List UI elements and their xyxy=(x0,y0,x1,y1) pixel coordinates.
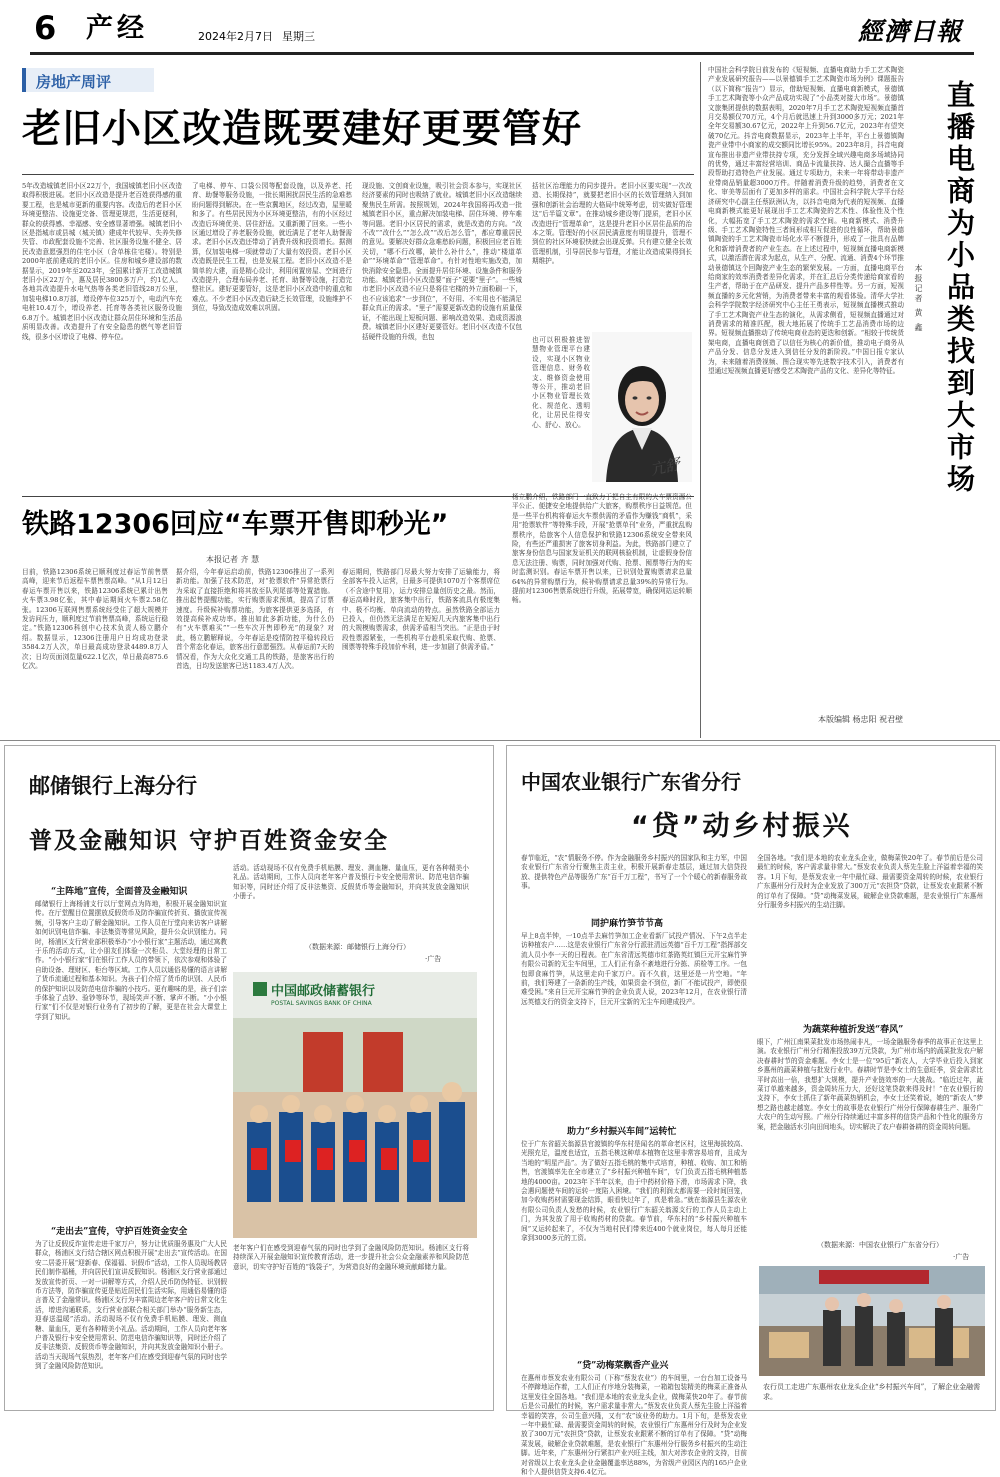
realestate-col-1: 5年改造城镇老旧小区22万个，我国城镇老旧小区改造取得积极进展。老旧小区改造是提升老百姓获得感的重要工程，也是城市更新的重要内容。改造后的老旧小区环境更整洁、设施更完备、管理更规范，生活更便利，群众的获得感、幸福感、安全感显著增强。城镇老旧小区是指城市或县城（城关镇）建成年代较早、失养失修失管、市政配套设施不完善、社区服务设施不健全、居民改造意愿强烈的住宅小区（含单栋住宅楼）。特别是2000年底前建成的老旧小区。住房和城乡建设部的数据显示，2019年至2023年，全国累计新开工改造城镇老旧小区22万个，惠及居民3800多万户，约1亿人。各地共改造提升水电气热等各类老旧管线28万公里，加装电梯10.8万部，增设停车位325万个，电动汽车充电桩10.4万个，增设养老、托育等各类社区服务设施6.8万个。城镇老旧小区改造让群众居住环境和生活品质明显改善。改造提升了有安全隐患的燃气等老旧管线，很多小区增设了电梯、停车位。 xyxy=(22,182,182,341)
abc-headline: “贷”动乡村振兴 xyxy=(631,811,853,842)
author-signature: 亢舒 xyxy=(648,455,682,479)
abc-factory-photo xyxy=(759,1266,985,1376)
livestream-headline: 直播电商为小品类找到大市场 xyxy=(943,80,976,496)
railway-col-4: 杨立鹏介绍，铁路部门一直致力于把自主有限的火车票资源公平公正、便捷安全地提供给广大旅客，购票秩序日益规范。但是一些平台机构将春运火车票供需的矛盾作为赚钱“商机”，采用“抢票软件”等特殊手段，开展“抢票单刊”业务，严重扰乱购票秩序，给旅客个人信息保护和铁路12306系统安全带来风险，有些还严重损害了旅客切身利益。为此，铁路部门建立了旅客身份信息与国家发证机关的联网核验机制，让虚假身份信息无法注册、购票，同时加强对代购、抢票、囤票等行为的实时监测识别。春运车票开售以来，已识别处置购票请求总量64%的异常购票行为，候补购票请求总量39%的异常行为。提前对12306售票系统进行升级，拓展带宽，确保网站运转顺畅。 xyxy=(512,493,692,605)
abc-ad-frame xyxy=(506,745,996,1477)
realestate-col-4b: 也可以积极推进智慧物业管理平台建设，实现小区物业管理信息、财务收支、维修资金使用等公开，推动老旧小区物业管理长效化、规范化、透明化，让居民住得安心、舒心、放心。 xyxy=(532,336,590,429)
abc-body-2: 位于广东省韶关翁源县官渡镇的华东村是闻名的革命老区村，这里海拔较高、光照充足，温度也适宜，五指毛桃这种草本植物在这里非常容易培育，且成为当地的“明星产品”。为了做好五指毛桃的集中式培育，种植、收购、加工和销售，官渡镇率先在全市建立了“乡村振兴种植车间”，专门负责五指毛桃种植基地的4000亩。2023年下半年以来，由于中药材价格下滑，市场需求下降，我会遇问题使车间的运转一度陷入困境。“我们的利润太都需要一段时间回笼，加今收购药材需要现金结算，眼看快过年了，真是着急。”就在翁源县生源农业有限公司负责人发愁的时候，农业银行广东韶关翁源支行的工作人员主动上门，为其发放了用于收购药材的贷款。春节前，华东村的“乡村振兴种植车间”又运转起来了，不仅为当地村民们带来近400个就业岗位，每人每月还能拿到3000多元的工资。 xyxy=(521,1140,747,1243)
psbc-body-2-cont: 活动。活动现场不仅有免费手机贴膜、理发、测血糖、量血压，更有各种精美小礼品。活动期间，工作人员向老年客户普及银行卡安全使用常识、防范电信诈骗知识等，同时还介绍了反非法集资、反假货币等金融知识，并向其发放金融知识小册子。 xyxy=(233,864,469,901)
livestream-byline: 本报记者 黄 鑫 xyxy=(914,264,923,334)
psbc-source: （数据来源：邮储银行上海分行） xyxy=(305,943,410,951)
realestate-rule xyxy=(22,174,694,175)
railway-headline: 铁路12306回应“车票开售即秒光” xyxy=(22,509,449,540)
railway-col-2: 据介绍，今年春运启动前，铁路12306推出了一系列新功能。加强了技术防范，对“抢票软件”异常抢票行为采取了直接拒绝和将其放至队列尾部等处置措施。推出起售提醒功能，实行购票需求预填，提高了订票速度。升级候补购票功能，为旅客提供更多选择，有效提高候补成功率。推出如此多新功能，为什么仍有“火车票难买”“一些车次开售即秒光”的现象？对此，杨立鹏解释说，今年春运是疫情防控平稳转段后首个常态化春运，旅客出行意愿强烈。从春运前7天的情况看，作为大众化交通工具的铁路，是旅客出行的首选，日均发送旅客已达1183.4万人次。 xyxy=(176,568,334,671)
livestream-body: 中国社会科学院日前发布的《短视频、直播电商助力手工艺术陶瓷产业发展研究报告——以景德镇手工艺术陶瓷市场为例》课题报告（以下简称“报告”）显示，借助短视频、直播电商新模式，景德镇手工艺术陶瓷等小众产品成功实现了“小品类对接大市场”。景德镇文旅集团提供的数据表明，2020年7月手工艺术陶瓷短视频直播首月交易额仅70万元，4个月后就迅速上升到3000多万元；2021年全年交易额30.67亿元，2022年上升到56.7亿元，2023年有望突破70亿元。抖音电商数据显示，2023年上半年，平台上景德镇陶瓷产业带中小商家的成交额同比增长95%。2023年8月，抖音电商宣布推出非遗产业带扶持专项，充分发挥全域兴趣电商多场域协同的优势，通过丰富经营培训、商品卡流量扶持、达人撮合直播等手段帮助打造特色产业发展。通过专项助力，未来一年将带动非遗产业带商品销量超3000万件。伴随着消费升级的趋势，消费者在文化、审美等层面有了更加多样的需求。中国社会科学院大学平台经济研究中心副主任蔡跃洲认为，以抖音电商为代表的短视频、直播电商新模式能更好展现出手工艺术陶瓷的艺术性、体验性及个性化，大幅拓宽了手工艺术陶瓷的需求空间。电商新模式、消费升级、手工艺术陶瓷特性三者间形成相互促进的良性循环，帮助景德镇陶瓷的手工艺术陶瓷市场化水平不断提升，形成了一批具有品牌化和新增消费者的产业生态。在上述过程中，短视频直播电商新模式，以激活潜在需求为起点，从生产、分配、流通、消费4个环节推动景德镇这个回陶瓷产业生态的繁荣发展。一方面，直播电商平台给商家的效率消费者差异化需求，并在汇总后分类传递给商家看的生产者，帮助于在产品研发、提升产品多样性等。另一方面，短视频直播的多元化营销，为消费者带来丰富的观看体验。清华大学社会科学学院数字经济研究中心主任王勇表示，短视频直播模式推动了手工艺术陶瓷产业生态的演化，从需求侧看，短视频直播通过对消费需求的精准匹配，极大地拓展了传统手工艺品消费市场的边界。短视频直播推动了传统电商业态的更迭和创新。“相较于传统货架电商，直播电商创造了以信任为核心的新价值，推动电子商务从产品分发、信息分发进入到信任分发的新阶段。”中国日报专家认为，未来随着消费视频、图合现实等先进数字技术引入，消费者有望通过短视频直播更好感受艺术陶瓷产品的文化、差异化等特征。 xyxy=(708,66,904,375)
masthead-rule xyxy=(30,52,974,55)
page-header xyxy=(0,0,1000,56)
psbc-kicker: 邮储银行上海分行 xyxy=(29,774,197,798)
railway-col-1: 目前，铁路12306系统已顺利度过春运节前售票高峰，迎来节后返程车票售票高峰。“从1月12日春运车票开售以来，铁路12306系统已累计出售火车票3.98亿张，其中春运期间火车票2.58亿张。12306互联网售票系统经受住了超大规模并发访问压力，顺利度过节前售票高峰，系统运行稳定。”铁路12306科创中心技术负责人杨立鹏介绍。数据显示，12306注册用户日均成功登录3584.2万人次，单日最高成功登录4489.8万人次；日均页面浏览量622.1亿次，单日最高875.6亿次。 xyxy=(22,568,168,671)
realestate-column-tag xyxy=(22,68,154,92)
psbc-ad-mark: ·广告 xyxy=(425,955,442,963)
psbc-body-3: 老年客户们在感受到迎春气氛的同时也学到了金融风险防范知识。杨浦区支行将持续深入开展金融知识宣传教育活动，进一步提升社会公众金融素养和风险防范意识，切实守护好百姓的“钱袋子”，为营造良好的金融环境贡献邮储力量。 xyxy=(233,1244,469,1271)
paper-logo: 經濟日報 xyxy=(858,17,963,46)
issue-weekday: 星期三 xyxy=(282,30,315,43)
issue-date: 2024年2月7日 xyxy=(198,30,273,43)
psbc-body-1: 邮储银行上海杨浦支行以厅堂网点为阵地，积极开展金融知识宣传。在厅堂醒目位置摆放反假货币及防诈骗宣传折页、播放宣传视频，引导客户主动了解金融知识。工作人员在厅堂向来访客户讲解如何识别电信诈骗、非法集资等常见风险，提升公众识别能力。同时，杨浦区支行营业部积极举办“小小银行家”主题活动，通过寓教于乐的活动方式，让小朋友们体验一次柜员、大堂经理的日常工作。“小小银行家”们在银行工作人员的带领下，依次参观和体验了自助设备、理财区、柜台等区域。工作人员以通俗易懂的语言讲解了货币流通过程和基本知识。为孩子们介绍了货币的识别、人民币的保护知识以及防范电信诈骗的小技巧。更有趣味的是，孩子们亲手体验了点钞、验钞等环节，现场笑声不断、掌声不断。“小小银行家”们不仅是对银行业务有了初步的了解，更是在社会大课堂上学到了知识。 xyxy=(35,900,227,1021)
railway-byline: 本报记者 齐 慧 xyxy=(206,555,260,564)
realestate-column-label: 房地产周评 xyxy=(36,73,112,91)
abc-subhead-4: 为蔬菜种植折发送“春风” xyxy=(803,1025,904,1035)
abc-body-1: 早上8点半钟，一10点半去麻竹笋加工企业看新厂试投产情况、下午2点半走访种植农户……这是农业银行广东省分行派驻清远英德“百千万工程”指挥部交流人员小李一天的日程表。在广东省清远英德市红茶路英红镇巨元开宝麻竹笋有限公司新的无尘车间里，工人们正有条不紊地进行分拣、质检等工序。一包包即食麻竹笋，从这里走向千家万户。而不久前，这里还是一片空地。“年前，我们筹建了一条新的生产线，如果资金不到位，新厂不能试投产，即使很难受困。”来自巨元开宝麻竹笋的企业负责人说，2023年12月，在农业银行清远英德支行的资金支持下，巨元开宝新的无尘车间建成投产。 xyxy=(521,932,747,1006)
abc-photo-caption: 农行员工走进广东惠州农业龙头企业“乡村振兴车间”，了解企业金融需求。 xyxy=(763,1383,981,1401)
psbc-subhead-1: “主阵地”宣传，全面普及金融知识 xyxy=(51,887,188,897)
mid-page-rule xyxy=(0,740,1000,741)
abc-subhead-3: “贷”动梅菜飘香产业兴 xyxy=(577,1361,669,1371)
realestate-headline: 老旧小区改造既要建好更要管好 xyxy=(22,107,583,152)
psbc-body-2: 为了让反假反诈宣传走进千家万户，努力让优质服务惠及广大人民群众，杨浦区支行结合辖区网点积极开展“走出去”宣传活动。在国安二居委开展“迎新春、保福福、识假币”活动，工作人员现场教居民们制作福桶，并向居民们宣讲反假知识。杨浦区支行营业部通过发放宣传折页、一对一讲解等方式，介绍人民币防伪特征、识别假币方法等，防诈骗宣传更是贴近居民们生活实际，用通俗易懂的语言普及了金融常识。杨浦区支行为丰富周边老年客户的日常文化生活，增进沟通联系，支行营业部联合相关部门举办“服务新生态，迎春送温暖”活动。活动现场不仅有免费手机贴膜、理发、测血糖、量血压，更有各种精美小礼品。活动期间，工作人员向老年客户普及银行卡安全使用常识、防范电信诈骗知识等，同时还介绍了反非法集资、反假货币等金融知识，并向其发放金融知识小册子。活动当天现场气氛热烈，老年客户们在感受到迎春气氛的同时也学到了金融风险防范知识。 xyxy=(35,1240,227,1371)
psbc-sign-text-en: POSTAL SAVINGS BANK OF CHINA xyxy=(271,1000,372,1007)
right-column-divider xyxy=(700,62,701,738)
psbc-subhead-2: “走出去”宣传，守护百姓资金安全 xyxy=(51,1227,188,1237)
abc-intro: 春节临近，“农”情服务不停。作为金融服务乡村振兴的国家队和主力军，中国农业银行广东省分行聚焦主责主业，积极开展新春走基层，通过加大信贷投放、提供特色产品等服务广东“百千万工程”，书写了一个个暖心的新春服务故事。 xyxy=(521,854,747,891)
abc-subhead-2: 助力“乡村振兴车间”运转忙 xyxy=(567,1127,677,1137)
abc-body-3-cont: 全国各地。“我们是本地的农业龙头企业，做梅菜快20年了。春节前后是公司最忙的时候，客户需求量非常大。”蔡发农业负责人蔡先生脸上洋溢着幸福的笑容。1月下旬，是蔡发农业一年中最忙碌、最需要资金周转的时候，农业银行广东惠州分行及时为企业发放了300万元“农担贷”贷款，让蔡发农业跟紧不断的订单有了保障。“贷”动梅菜发展，破解企业贷款难题，是农业银行广东惠州分行服务乡村振兴的生动注脚。 xyxy=(757,854,983,910)
realestate-col-2: 了电梯、停车、口袋公园等配套设施，以及养老、托育、助餐等服务设施，一批长期困扰居民生活的急难愁盼问题得到解决。在一些京冀地区，经过改造，屋里暖和多了。有些居民因为小区环境更整洁，有的小区经过改造后环境优美、居住舒适。又重新搬了回来。一些小区通过增设了养老服务设施，就近满足了老年人助餐需求。老旧小区改造还带动了消费升级和投资增长。据测算，仅加装电梯一项就带动了大量有效投资。老旧小区改造既是民生工程，也是发展工程。老旧小区改造不是简单的大建，而是精心设计，利用闲置房屋、空间进行改造提升，合理布局养老、托育、助餐等设施，打造完整社区。建好更要管好，这是老旧小区改造中的重点和难点。不少老旧小区改造后缺乏长效管理，设施维护不到位，导致改造成效难以巩固。 xyxy=(192,182,352,313)
psbc-sign-text: 中国邮政储蓄银行 xyxy=(271,984,376,999)
abc-source: （数据来源：中国农业银行广东省分行） xyxy=(817,1241,943,1249)
realestate-col-3: 现设施、文创商业设施，吸引社会资本参与，实现社区经济要素的同时也吸纳了就业。城镇老旧小区改造继续聚焦民生所需。按照规划，2024年我国将再改造一批城镇老旧小区，重点解决加装电梯、居住环境、停车难等问题。老旧小区居民的需求，就是改造的方向。“改不改”“改什么”“怎么改”“改后怎么管”，都应尊重居民的意见。要解决好群众急难愁盼问题，积极回应老百姓关切，“哪不行改哪，缺什么补什么”，推动“楼道革命”“环境革命”“管理革命”。有针对性地实施改造，加快消除安全隐患。全面提升居住环境、设施条件和服务功能。城镇老旧小区改造要“面子”更要“里子”。一些城市老旧小区改造不应只是将住宅楼的外立面粉刷一下，也不应该追求“一步到位”，不好用、不实用也不能满足群众真正的需求。“里子”需要更新改造的设施有质量保证，不能出现上短板问题、影响改造效果、造成资源浪费。城镇老旧小区建好更要管好。老旧小区改造不仅包括硬件设施的升级，也包 xyxy=(362,182,522,341)
psbc-ad-frame xyxy=(4,745,494,1411)
abc-subhead-1: 同护麻竹笋节节高 xyxy=(591,919,664,929)
abc-kicker: 中国农业银行广东省分行 xyxy=(521,770,741,794)
abc-body-4: 眼下，广州江南果菜批发市场热闹非凡，一场金融服务春季的故事正在这里上演。农业银行广州分行精准投放39万元贷款，为广州市场内的蔬菜批发农户解决春耕时节的资金难题。李女士是一位“95后”新农人，大学毕业后投入到家乡惠州的蔬菜种植与批发行业中。春耕时节是李女士的生意旺季，资金需求比平时高出一倍，我想扩大规模，提升产业链效率的一大挑战。“临近过年，蔬菜订单越来越多，资金周转压力大，还好这笔贷款来得及时！”在农业银行的支持下，李女士抓住了新年蔬菜热销机会，李女士还笑着说，她的“新农人”梦想之路也越走越宽。李女士的故事是农业银行广州分行保障春耕生产、服务广大农户的生动写照。广州分行持续通过丰富多样的信贷产品和个性化的服务方案，把金融活水引向田间地头，切实解决了农户春耕备耕的资金周转问题。 xyxy=(757,1038,983,1131)
abc-ad-mark: ·广告 xyxy=(953,1253,970,1261)
page-editor: 本版编辑 杨忠阳 祝君壁 xyxy=(818,715,904,724)
railway-col-3: 春运期间，铁路部门尽最大努力安排了运输能力，将全部客车投入运营，日最多可提供1070万个客票席位（不含途中复用），运力安排总量创历史之最。然而，春运高峰时段，旅客集中出行，铁路客流具有极度集中、极不均衡、单向流动的特点。虽然铁路全部运力已投入，但仍然无法满足在短短几天内旅客集中出行的大规模购票需求，供需矛盾相当突出。“正是由于时段性票源紧张，一些机构平台趁机采取代购、抢票、囤票等特殊手段加价牟利，进一步加剧了供需矛盾。” xyxy=(342,568,500,652)
abc-body-3: 在惠州市蔡发农业有限公司（下称“蔡发农业”）的车间里，一台台加工设备马不停蹄地运作着，工人们正有序地分装梅菜，一箱箱包装精美的梅菜正准备从这里发往全国各地。“我们是本地的农业龙头企业，做梅菜快20年了。春节前后是公司最忙的时候，客户需求量非常大。”蔡发农业负责人蔡先生脸上洋溢着幸福的笑容，公司生意兴隆，又有“农”该业务的助力。1月下旬，是蔡发农业一年中最忙碌、最需要资金周转的时候，农业银行广东惠州分行及时为企业发放了300万元“农担贷”贷款，让蔡发农业跟紧不断的订单有了保障。“贷”动梅菜发展，破解企业贷款难题，是农业银行广东惠州分行服务乡村振兴的生动注脚。近年来，广东惠州分行紧扣产业兴旺主线，加大对涉农企业的支持，目前对省级以上农业龙头企业金融覆盖率达88%，为省级产业园区内的165户企业和个人提供信贷支持6.4亿元。 xyxy=(521,1374,747,1477)
section-name: 产经 xyxy=(86,13,148,44)
realestate-col-4: 括社区治理能力的同步提升。老旧小区要实现“一次改造、长期保持”，就要把老旧小区的长效管理纳入到加强和创新社会治理的大格局中统筹考虑，切实做好管理这“后半篇文章”。在推动城乡建设等门提质，老旧小区改造进行“管理革命”，这是提升老旧小区居住品质的治本之策。管理好的小区居民满意度有明显提升，管理不到位的社区环境很快就会出现反弹。只有建立健全长效管理机制，引导居民参与管理，才能让改造成果得到长期维护。 xyxy=(532,182,692,266)
psbc-event-photo xyxy=(233,972,477,1238)
author-portrait xyxy=(592,332,692,482)
psbc-headline: 普及金融知识 守护百姓资金安全 xyxy=(29,828,390,854)
page-number: 6 xyxy=(34,9,57,47)
